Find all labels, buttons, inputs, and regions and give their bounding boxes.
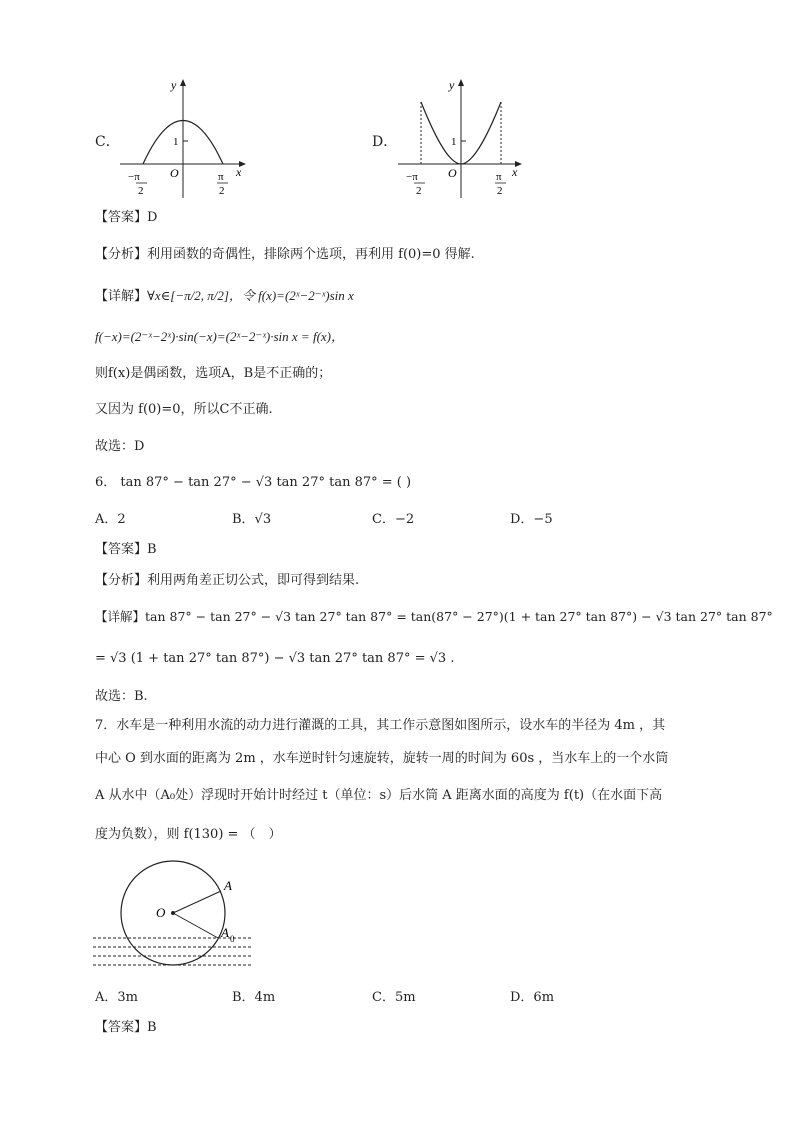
radius-to-a0 [173,913,218,938]
answer-tag: 【答案】 [95,210,148,225]
c-label-y: y [171,78,177,92]
d-label-y: y [449,78,455,92]
q6-option-a: A．2 [95,512,126,527]
q6-detail-2: = √3 (1 + tan 27° tan 87°) − √3 tan 27° tan 87° = √3 . [95,651,455,666]
q6-option-b: B．√3 [232,512,272,527]
c-label-neg-two: 2 [138,185,144,197]
q7-option-c: C．5m [372,990,416,1005]
detail-text: ∀x∈[−π/2, π/2]，令 f(x)=(2ˣ−2⁻ˣ)sin x [147,288,354,303]
c-label-pos-pi: π [218,171,224,183]
label-o: O [156,905,166,920]
option-c-label: C． [95,134,120,150]
q7-option-b: B．4m [232,990,276,1005]
label-a0-sub: 0 [230,934,235,944]
q7-option-a: A．3m [95,990,138,1005]
q5-detail-3: 则f(x)是偶函数，选项A，B是不正确的； [95,366,332,381]
c-label-one: 1 [173,136,179,148]
q6-detail-1 [95,608,773,626]
c-label-x: x [236,165,242,179]
q7-answer [95,1019,157,1037]
c-label-o: O [170,166,179,180]
d-label-neg-two: 2 [416,185,422,197]
d-label-o: O [448,166,457,180]
q5-conclusion: 故选：D [95,439,145,454]
q5-detail-1 [95,287,354,306]
q5-detail-4: 又因为 f(0)=0，所以C不正确. [95,402,273,417]
d-label-pos-pi: π [496,171,502,183]
analysis-tag: 【分析】 [95,247,148,262]
answer-tag: 【答案】 [95,542,148,557]
q5-detail-2: f(−x)=(2⁻ˣ−2ˣ)·sin(−x)=(2ˣ−2⁻ˣ)·sin x = f(x)， [95,329,344,344]
c-y-arrow [180,79,186,86]
d-label-x: x [512,165,518,179]
q7-stem-1: 7．水车是一种利用水流的动力进行灌溉的工具，其工作示意图如图所示，设水车的半径为 4m ，其 [95,718,666,733]
q6-option-c: C．−2 [372,512,415,527]
q6-answer [95,541,157,559]
q5-analysis [95,246,475,264]
option-c-graph [115,72,255,202]
d-label-pos-two: 2 [497,185,503,197]
answer-tag: 【答案】 [95,1020,148,1035]
c-label-pos-two: 2 [219,185,225,197]
d-label-one: 1 [451,136,457,148]
analysis-text: 利用两角差正切公式，即可得到结果. [147,573,360,588]
detail-text: tan 87° − tan 27° − √3 tan 27° tan 87° = tan(87° − 27°)(1 + tan 27° tan 87°) − √3 tan 27° tan 87° [145,609,773,624]
answer-value: B [147,542,157,557]
analysis-text: 利用函数的奇偶性，排除两个选项，再利用 f(0)=0 得解. [147,247,475,262]
q6-option-d: D．−5 [510,512,553,527]
option-d-label: D． [372,134,398,150]
q5-answer [95,209,157,227]
q7-option-d: D．6m [510,990,555,1005]
analysis-tag: 【分析】 [95,573,148,588]
q6-conclusion: 故选：B. [95,689,148,704]
d-label-neg-pi: −π [406,171,418,183]
q7-stem-4: 度为负数），则 f(130) = （ ） [95,827,282,842]
c-label-neg-pi: −π [128,171,140,183]
q6-analysis [95,572,359,590]
detail-tag: 【详解】 [95,609,146,624]
waterwheel-figure [88,858,263,983]
label-a0: A [221,925,229,940]
option-d-graph [393,72,533,202]
q6-stem: 6． tan 87° − tan 27° − √3 tan 27° tan 87° = ( ) [95,475,412,490]
radius-to-a [173,891,221,913]
answer-value: D [147,210,158,225]
answer-value: B [147,1020,157,1035]
q7-stem-3: A 从水中（A₀处）浮现时开始计时经过 t（单位：s）后水筒 A 距离水面的高度为 f(t)（在水面下高 [95,788,663,803]
q7-stem-2: 中心 O 到水面的距离为 2m ，水车逆时针匀速旋转，旋转一周的时间为 60s ，当水车上的一个水筒 [95,751,669,766]
detail-tag: 【详解】 [95,289,148,304]
label-a: A [224,878,232,893]
d-y-arrow [458,79,464,86]
